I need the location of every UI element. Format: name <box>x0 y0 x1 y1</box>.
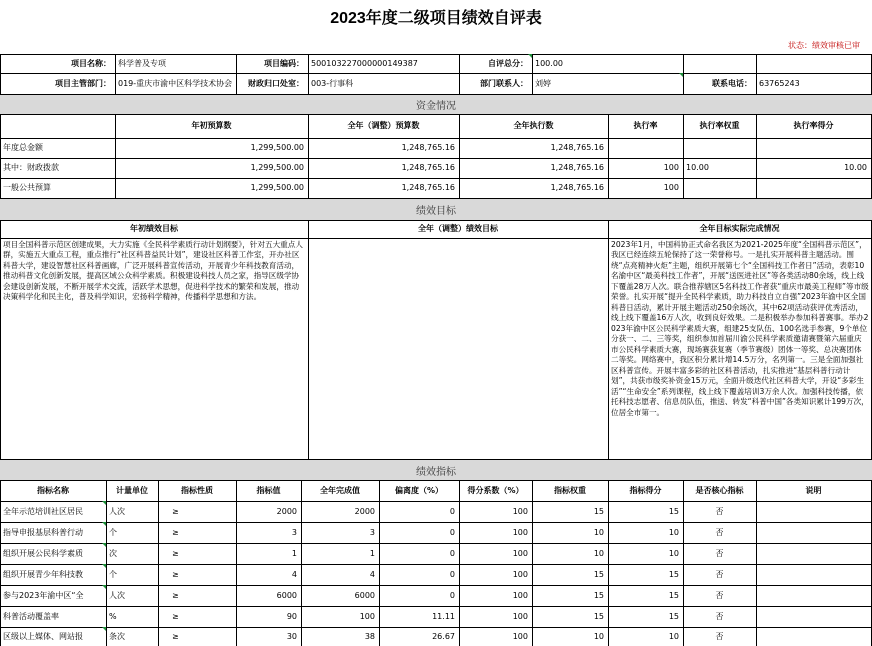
indicator-deviation[interactable]: 11.11 <box>432 611 455 621</box>
phone-label: 联系电话： <box>712 78 752 88</box>
indicator-name[interactable]: 科普活动覆盖率 <box>3 611 59 621</box>
indicator-score[interactable]: 15 <box>668 611 679 621</box>
goals-section-header: 绩效目标 <box>0 199 872 220</box>
funds-rate[interactable] <box>608 138 683 158</box>
indicator-unit[interactable]: 次 <box>109 548 117 558</box>
funds-header: 执行率 <box>633 121 658 130</box>
funds-budget[interactable]: 1,299,500.00 <box>250 163 304 172</box>
cell-marker-icon <box>102 627 106 631</box>
project-name-value[interactable]: 科学普及专项 <box>118 58 166 68</box>
indicator-header: 计量单位 <box>116 485 148 495</box>
indicator-score[interactable]: 10 <box>668 548 679 558</box>
indicator-header: 偏离度（%） <box>394 485 443 495</box>
indicator-unit[interactable]: 人次 <box>109 590 125 600</box>
indicator-note[interactable] <box>756 522 871 543</box>
funds-score[interactable] <box>756 178 871 198</box>
indicator-core[interactable]: 否 <box>715 569 724 579</box>
indicator-note[interactable] <box>756 501 871 522</box>
indicator-actual[interactable]: 4 <box>369 569 375 579</box>
indicator-name[interactable]: 区级以上媒体、网站报 <box>3 631 83 641</box>
funds-executed[interactable]: 1,248,765.16 <box>550 163 604 172</box>
indicator-nature[interactable]: ≥ <box>172 506 179 516</box>
funds-header: 执行率得分 <box>793 121 834 130</box>
funds-score[interactable]: 10.00 <box>844 163 867 172</box>
indicator-weight[interactable]: 15 <box>593 569 604 579</box>
indicator-header: 指标权重 <box>554 485 586 495</box>
indicator-deviation[interactable]: 0 <box>449 569 455 579</box>
indicator-unit[interactable]: 条次 <box>109 631 125 641</box>
score-value[interactable]: 100.00 <box>535 58 563 68</box>
phone-value[interactable]: 63765243 <box>759 78 800 88</box>
goals-header-initial: 年初绩效目标 <box>130 224 178 233</box>
indicator-actual[interactable]: 38 <box>364 631 375 641</box>
project-code-value[interactable]: 500103227000000149387 <box>311 58 418 68</box>
cell-marker-icon <box>679 73 683 77</box>
funds-budget[interactable]: 1,299,500.00 <box>250 183 304 192</box>
cell-marker-icon <box>102 585 106 589</box>
cell-marker-icon <box>102 564 106 568</box>
funds-weight[interactable] <box>683 178 756 198</box>
funds-executed[interactable]: 1,248,765.16 <box>550 183 604 192</box>
indicator-deviation[interactable]: 26.67 <box>432 631 455 641</box>
dept-label: 项目主管部门： <box>55 78 111 88</box>
indicator-note[interactable] <box>756 606 871 627</box>
indicator-deviation[interactable]: 0 <box>449 527 455 537</box>
indicator-coefficient[interactable]: 100 <box>512 527 528 537</box>
indicator-header: 得分系数（%） <box>467 485 524 495</box>
score-label: 自评总分： <box>488 58 528 68</box>
goals-header-adjusted: 全年（调整）绩效目标 <box>418 224 498 233</box>
funds-adjusted[interactable]: 1,248,765.16 <box>401 163 455 172</box>
cell-marker-icon <box>102 543 106 547</box>
indicator-header: 全年完成值 <box>320 485 360 495</box>
indicator-weight[interactable]: 10 <box>593 527 604 537</box>
cell-marker-icon <box>102 522 106 526</box>
funds-header: 年初预算数 <box>191 121 232 130</box>
indicator-weight[interactable]: 15 <box>593 506 604 516</box>
indicator-deviation[interactable]: 0 <box>449 590 455 600</box>
funds-executed[interactable]: 1,248,765.16 <box>550 143 604 152</box>
funds-section-header: 资金情况 <box>0 95 872 114</box>
indicator-score[interactable]: 10 <box>668 527 679 537</box>
indicator-header: 指标名称 <box>37 485 69 495</box>
funds-header: 执行率权重 <box>699 121 740 130</box>
indicator-deviation[interactable]: 0 <box>449 506 455 516</box>
funds-adjusted[interactable]: 1,248,765.16 <box>401 143 455 152</box>
indicator-nature[interactable]: ≥ <box>172 631 179 641</box>
indicator-value[interactable]: 90 <box>286 611 297 621</box>
indicator-name[interactable]: 全年示范培训社区居民 <box>3 506 83 516</box>
indicator-coefficient[interactable]: 100 <box>512 548 528 558</box>
adjusted-goal-text[interactable] <box>311 240 605 457</box>
indicator-core[interactable]: 否 <box>715 527 724 537</box>
indicator-unit[interactable]: 个 <box>109 527 117 537</box>
indicator-actual[interactable]: 100 <box>359 611 375 621</box>
goals-header-actual: 全年目标实际完成情况 <box>699 224 780 233</box>
finance-label: 财政归口处室： <box>248 78 304 88</box>
status-label: 状态：绩效审核已审 <box>788 41 860 50</box>
actual-completion-text[interactable]: 2023年1月，中国科协正式命名我区为2021-2025年度“全国科普示范区”，我区已经连续五轮保持了这一荣誉称号。一是扎实开展科普主题活动。围绕“点亮精神火炬”主题，组织开展第七个“全国科技工作者日”活动，表彰10名渝中区“最美科技工作者”，开展“送医进社区”等各类活动80余场，线上线下覆盖28万人次。联合推荐辖区5名科技工作者获“重庆市最美工程师”等市级荣誉。扎实开展“提升全民科学素质，助力科技自立自强”2023年渝中区全国科普日活动，累计开展主题活动250余场次，其中62项活动获评优秀活动，线上线下覆盖16万人次，收到良好效果。二是积极举办参加科普赛事。举办2023年渝中区公民科学素质大赛，组建25支队伍、100名选手参赛，9个单位分获一、二、三等奖，组织参加首届川渝公民科学素质邀请赛暨第六届重庆市公民科学素质大赛，现场赛获复赛（季节赛级）团体一等奖、总决赛团体二等奖。网络赛中，我区积分累计增14.5万分，名列第一。三是全面加强社区科普宣传。开展丰富多彩的社区科普活动，扎实推进“基层科普行动计划”，共获市级奖补资金15万元，全面升级迭代社区科普大学，开设“多彩生活”“生命安全”系列课程，线上线下覆盖培训3万余人次。加强科技传播，依托科技志愿者、信息员队伍，推送、转发“科普中国”各类知识累计199万次，位居全市第一。 <box>611 240 869 417</box>
indicator-core[interactable]: 否 <box>715 631 724 641</box>
indicator-nature[interactable]: ≥ <box>172 611 179 621</box>
indicator-value[interactable]: 30 <box>286 631 297 641</box>
funds-weight[interactable]: 10.00 <box>686 163 709 172</box>
page-title: 2023年度二级项目绩效自评表 <box>330 10 542 27</box>
indicator-score[interactable]: 15 <box>668 590 679 600</box>
funds-header: 全年（调整）预算数 <box>347 121 420 130</box>
indicator-core[interactable]: 否 <box>715 590 724 600</box>
indicator-header: 指标性质 <box>181 485 213 495</box>
indicator-note[interactable] <box>756 627 871 646</box>
initial-goal-text[interactable]: 项目全国科普示范区创建成果，大力实施《全民科学素质行动计划纲要》，针对五大重点人群，实施五大重点工程，重点推行“社区科普益民计划”，建设社区科普工作室，开办社区科普大学，建设智慧社区科普画廊，广泛开展科普宣传活动，开展青少年科技教育活动，推动科普文化创新发展，提高区域公众科学素质。积极建设科技人员之家，指导区级学协会建设创新发展，不断开展学术交流，活跃学术思想，促进科学技术的繁荣和发展，推动决策科学化和民主化，普及科学知识，宏扬科学精神，传播科学思想和方法。 <box>3 240 303 302</box>
indicator-score[interactable]: 10 <box>668 631 679 641</box>
indicator-weight[interactable]: 10 <box>593 548 604 558</box>
indicator-nature[interactable]: ≥ <box>172 569 179 579</box>
funds-rate[interactable]: 100 <box>663 163 679 172</box>
indicator-name[interactable]: 组织开展青少年科技教 <box>3 569 83 579</box>
project-code-label: 项目编码： <box>264 58 304 68</box>
funds-rate[interactable]: 100 <box>663 183 679 192</box>
indicator-core[interactable]: 否 <box>715 548 724 558</box>
cell-marker-icon <box>528 54 532 58</box>
indicator-header: 指标得分 <box>629 485 662 495</box>
indicator-coefficient[interactable]: 100 <box>512 590 528 600</box>
indicator-score[interactable]: 15 <box>668 569 679 579</box>
indicator-actual[interactable]: 1 <box>369 548 375 558</box>
dept-value[interactable]: 019-重庆市渝中区科学技术协会 <box>118 78 233 88</box>
indicator-coefficient[interactable]: 100 <box>512 506 528 516</box>
funds-header: 全年执行数 <box>513 121 554 130</box>
indicator-value[interactable]: 6000 <box>276 590 297 600</box>
indicator-value[interactable]: 1 <box>291 548 297 558</box>
indicator-core[interactable]: 否 <box>715 506 724 516</box>
contact-value[interactable]: 刘婷 <box>535 78 551 88</box>
indicator-nature[interactable]: ≥ <box>172 548 179 558</box>
indicator-coefficient[interactable]: 100 <box>512 631 528 641</box>
indicator-nature[interactable]: ≥ <box>172 590 179 600</box>
indicator-score[interactable]: 15 <box>668 506 679 516</box>
indicator-header: 指标值 <box>256 485 281 495</box>
indicator-value[interactable]: 4 <box>291 569 297 579</box>
indicator-note[interactable] <box>756 543 871 564</box>
indicator-coefficient[interactable]: 100 <box>512 611 528 621</box>
indicator-note[interactable] <box>756 585 871 606</box>
indicator-unit[interactable]: % <box>109 611 117 621</box>
finance-value[interactable]: 003-行事科 <box>311 78 354 88</box>
indicator-note[interactable] <box>756 564 871 585</box>
cell-marker-icon <box>102 501 106 505</box>
indicator-nature[interactable]: ≥ <box>172 527 179 537</box>
funds-weight[interactable] <box>683 138 756 158</box>
indicator-coefficient[interactable]: 100 <box>512 569 528 579</box>
indicator-weight[interactable]: 15 <box>593 611 604 621</box>
funds-budget[interactable]: 1,299,500.00 <box>250 143 304 152</box>
indicator-value[interactable]: 2000 <box>276 506 297 516</box>
indicator-core[interactable]: 否 <box>715 611 724 621</box>
funds-row-label: 一般公共预算 <box>3 183 51 192</box>
indicator-name[interactable]: 指导申报基层科普行动 <box>3 527 83 537</box>
indicators-section-header: 绩效指标 <box>0 460 872 480</box>
indicator-header: 是否核心指标 <box>695 485 744 495</box>
indicator-deviation[interactable]: 0 <box>449 548 455 558</box>
indicator-unit[interactable]: 人次 <box>109 506 125 516</box>
funds-score[interactable] <box>756 138 871 158</box>
indicator-value[interactable]: 3 <box>291 527 297 537</box>
indicator-actual[interactable]: 2000 <box>354 506 375 516</box>
indicator-unit[interactable]: 个 <box>109 569 117 579</box>
indicator-weight[interactable]: 15 <box>593 590 604 600</box>
indicator-header: 说明 <box>805 485 822 495</box>
project-name-label: 项目名称： <box>71 58 111 68</box>
indicator-weight[interactable]: 10 <box>593 631 604 641</box>
indicator-actual[interactable]: 6000 <box>354 590 375 600</box>
funds-row-label: 年度总金额 <box>3 143 43 152</box>
indicator-name[interactable]: 组织开展公民科学素质 <box>3 548 83 558</box>
contact-label: 部门联系人： <box>480 78 528 88</box>
funds-row-label: 其中：财政拨款 <box>3 163 59 172</box>
funds-adjusted[interactable]: 1,248,765.16 <box>401 183 455 192</box>
indicator-name[interactable]: 参与2023年渝中区“全 <box>3 590 84 600</box>
indicator-actual[interactable]: 3 <box>369 527 375 537</box>
